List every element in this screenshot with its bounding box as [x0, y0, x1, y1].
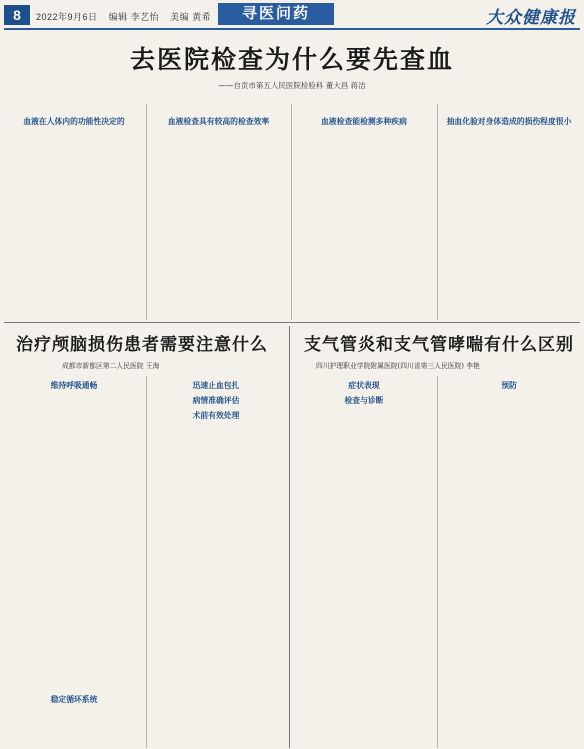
column-divider	[437, 104, 438, 320]
column-divider	[291, 104, 292, 320]
main-col-2	[151, 112, 286, 317]
page-number: 8	[4, 5, 30, 25]
issue-designer: 美编 黄希	[170, 12, 212, 22]
right-col-1	[296, 376, 432, 748]
main-byline: ——自贡市第五人民医院检验科 董大昌 蒋洁	[218, 81, 366, 90]
section-tag: 寻医问药	[218, 3, 334, 25]
main-col-1	[8, 112, 140, 317]
main-col-4	[442, 112, 576, 317]
main-col-3	[296, 112, 432, 317]
left-col-1-bottom	[8, 690, 140, 748]
left-heading-5: 术前有效处理	[192, 411, 240, 420]
article-divider	[289, 326, 290, 748]
issue-meta	[36, 10, 219, 23]
header-rule	[4, 28, 580, 30]
left-heading-1: 维持呼吸通畅	[50, 381, 98, 390]
left-headline: 治疗颅脑损伤患者需要注意什么	[16, 335, 268, 355]
column-divider	[437, 376, 438, 748]
right-headline: 支气管炎和支气管哮喘有什么区别	[304, 335, 574, 355]
main-heading-1: 血液在人体内的功能性决定的	[23, 117, 125, 126]
left-col-2	[151, 376, 281, 748]
right-heading-2: 检查与诊断	[344, 396, 384, 405]
article-separator	[4, 322, 580, 323]
main-heading-4: 抽血化验对身体造成的损伤程度很小	[446, 117, 572, 126]
left-heading-4: 稳定循环系统	[50, 695, 98, 704]
right-heading-1: 症状表现	[348, 381, 380, 390]
column-divider	[146, 376, 147, 748]
issue-date: 2022年9月6日	[36, 12, 98, 22]
right-byline: 四川护理职业学院附属医院(四川省第三人民医院) 李艳	[316, 362, 480, 370]
left-heading-2: 迅速止血包扎	[192, 381, 240, 390]
left-byline: 成都市新都区第二人民医院 王海	[62, 362, 160, 370]
masthead-logo: 大众健康报	[486, 8, 576, 28]
main-heading-2: 血液检查具有较高的检查效率	[167, 117, 270, 126]
main-headline: 去医院检查为什么要先查血	[129, 45, 454, 74]
right-col-2	[442, 376, 576, 748]
right-heading-3: 预防	[501, 381, 517, 390]
page-header	[0, 0, 584, 28]
left-heading-3: 病情准确评估	[192, 396, 240, 405]
issue-editor: 编辑 李艺怡	[108, 12, 160, 22]
main-heading-3: 血液检查能检测多种疾病	[321, 117, 407, 126]
column-divider	[146, 104, 147, 320]
